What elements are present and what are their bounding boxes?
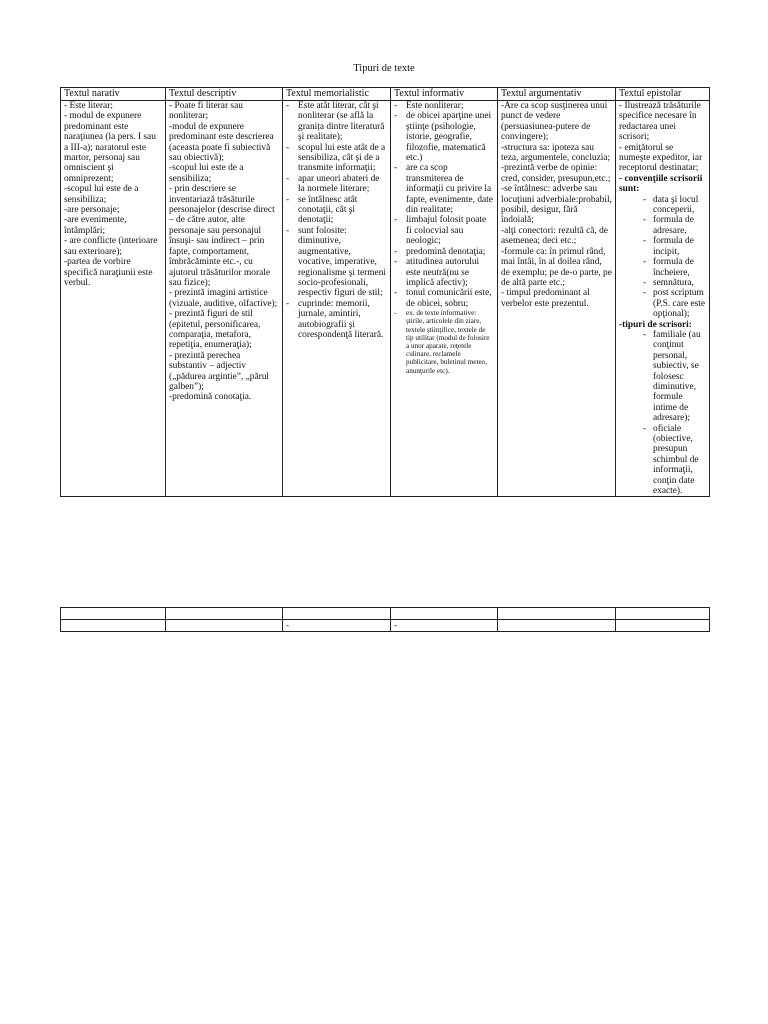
narrative-line: - are conflicte (interioare sau exterioare); xyxy=(64,236,158,257)
empty-cell xyxy=(616,620,710,632)
empty-cell xyxy=(283,608,391,620)
empty-cell xyxy=(498,620,616,632)
argumentative-line: -alţi conectori: rezultă că, de asemenea; deci etc.; xyxy=(501,225,608,247)
epistolary-intro: - Ilustrează trăsăturile specifice necesare în redactarea unei scrisori; xyxy=(619,101,701,143)
informative-item: - Este nonliterar; xyxy=(394,101,494,111)
informative-item: - limbajul folosit poate fi colocvial sau neologic; xyxy=(394,215,494,246)
empty-cell xyxy=(166,608,283,620)
narrative-line: - modul de expunere predominant este naraţiunea (la pers. I sau a III-a); naratorul este martor, personaj sau omniscient şi omniprezent; xyxy=(64,111,156,184)
document-title: Tipuri de texte xyxy=(353,63,415,74)
descriptive-line: -predomină conotaţia. xyxy=(169,392,252,403)
header-narrative: Textul narativ xyxy=(61,88,166,101)
epistolary-convention-item: - formula de adresare, xyxy=(619,215,706,236)
epistolary-type-item: - familiale (au conţinut personal, subiectiv, se folosesc diminutive, formule intime de adresare); xyxy=(619,330,706,424)
header-epistolary: Textul epistolar xyxy=(616,88,710,101)
argumentative-cell xyxy=(498,101,616,497)
memorialistic-item: - Este atât literar, cât şi nonliterar (se află la granița dintre literatură şi realitate); xyxy=(286,101,387,143)
header-row xyxy=(61,88,710,101)
descriptive-line: -modul de expunere predominant este descrierea (aceasta poate fi subiectivă sau obiectivă); xyxy=(169,121,274,164)
header-memorialistic: Textul memorialistic xyxy=(283,88,391,101)
memorialistic-item: - apar uneori abateri de la normele literare; xyxy=(286,174,387,195)
epistolary-conventions-heading: - convenţiile scrisorii sunt: xyxy=(619,173,703,195)
empty-table xyxy=(60,607,710,632)
argumentative-line: - timpul predominant al verbelor este prezentul. xyxy=(501,288,590,309)
empty-cell xyxy=(61,608,166,620)
descriptive-line: - Poate fi literar sau nonliterar; xyxy=(169,101,243,122)
argumentative-line: -prezintă verbe de opinie: cred, consider, presupun,etc.; xyxy=(501,163,611,184)
descriptive-line: - prin descriere se inventariază trăsăturile personajelor (descrise direct – de către autor, alte personaje sau personajul însuşi- sau indirect – prin fapte, comportament, îmbrăcăminte etc.-, cu ajutorul trăsăturilor morale sau fizice); xyxy=(169,184,275,288)
narrative-line: -scopul lui este de a sensibiliza; xyxy=(64,184,139,205)
empty-row xyxy=(61,620,710,632)
descriptive-cell xyxy=(166,101,283,497)
narrative-line: -are personaje; xyxy=(64,205,120,216)
empty-cell xyxy=(498,608,616,620)
informative-item: - de obicei aparţine unei ştiinţe (psihologie, istorie, geografie, filozofie, matematică etc.) xyxy=(394,111,494,163)
informative-item: - predomină denotaţia; xyxy=(394,247,494,257)
epistolary-convention-item: - semnătura, xyxy=(619,278,706,288)
empty-cell xyxy=(166,620,283,632)
descriptive-line: -scopul lui este de a sensibiliza; xyxy=(169,163,244,184)
informative-cell xyxy=(391,101,498,497)
epistolary-types-heading: -tipuri de scrisori: xyxy=(619,319,692,330)
narrative-line: -partea de vorbire specifică naraţiunii este verbul. xyxy=(64,257,153,288)
narrative-line: -are evenimente, întâmplări; xyxy=(64,215,127,236)
narrative-cell xyxy=(61,101,166,497)
epistolary-line: - emiţătorul se numeşte expeditor, iar receptorul destinatar; xyxy=(619,142,703,174)
memorialistic-item: - se întâlnesc atât conotaţii, cât şi denotaţii; xyxy=(286,195,387,226)
memorialistic-item: - cuprinde: memorii, jurnale, amintiri, autobiografii şi corespondenţă literară. xyxy=(286,299,387,341)
empty-cell: - xyxy=(283,620,391,632)
epistolary-cell xyxy=(616,101,710,497)
memorialistic-cell xyxy=(283,101,391,497)
argumentative-line: -Are ca scop susţinerea unui punct de vedere (persuasiunea-putere de convingere); xyxy=(501,101,608,143)
epistolary-convention-item: - formula de incipit, xyxy=(619,236,706,257)
content-row xyxy=(61,101,710,497)
header-argumentative: Textul argumentativ xyxy=(498,88,616,101)
descriptive-line: - prezintă perechea substantiv – adjectiv („pădurea argintie”, „părul galben”); xyxy=(169,350,270,392)
header-descriptive: Textul descriptiv xyxy=(166,88,283,101)
epistolary-convention-item: - post scriptum (P.S. care este opţional); xyxy=(619,288,706,319)
informative-item: - are ca scop transmiterea de informaţii cu privire la fapte, evenimente, date din realitate; xyxy=(394,163,494,215)
empty-cell xyxy=(61,620,166,632)
informative-examples-note: - ex. de texte informative: ştirile, articolele din ziare, textele ştiinţifice, textele de tip utilitar (modul de folosire a unor aparate, reţetele culinare, reclamele publicitare, buletinul meteo, anunţurile etc). xyxy=(394,309,494,375)
descriptive-line: - prezintă figuri de stil (epitetul, personificarea, comparaţia, metafora, repetiţia, enumeraţia); xyxy=(169,309,261,351)
epistolary-type-item: - oficiale (obiective, presupun schimbul de informaţii, conţin date exacte). xyxy=(619,424,706,497)
empty-cell xyxy=(616,608,710,620)
narrative-line: - Este literar; xyxy=(64,101,113,111)
epistolary-convention-item: - formula de încheiere, xyxy=(619,257,706,278)
text-types-table xyxy=(60,87,710,497)
empty-cell: - xyxy=(391,620,498,632)
empty-row xyxy=(61,608,710,620)
informative-item: - tonul comunicării este, de obicei, sobru; xyxy=(394,288,494,309)
argumentative-line: -structura sa: ipoteza sau teza, argumentele, concluzia; xyxy=(501,142,611,164)
descriptive-line: - prezintă imagini artistice (vizuale, auditive, olfactive); xyxy=(169,288,278,309)
argumentative-line: -se întâlnesc: adverbe sau locuţiuni adverbiale:probabil, posibil, desigur, fără îndoială; xyxy=(501,184,612,226)
informative-item: - atitudinea autorului este neutră(nu se implică afectiv); xyxy=(394,257,494,288)
header-informative: Textul informativ xyxy=(391,88,498,101)
epistolary-convention-item: - data şi locul conceperii, xyxy=(619,195,706,216)
empty-cell xyxy=(391,608,498,620)
memorialistic-item: - scopul lui este atât de a sensibiliza, cât şi de a transmite informaţii; xyxy=(286,143,387,174)
memorialistic-item: - sunt folosite: diminutive, augmentative, vocative, imperative, regionalisme şi termeni socio-profesionali, respectiv figuri de stil; xyxy=(286,226,387,299)
argumentative-line: -formule ca: în primul rând, mai întâi, în al doilea rând, de exemplu; pe de-o parte, pe de altă parte etc.; xyxy=(501,246,612,288)
